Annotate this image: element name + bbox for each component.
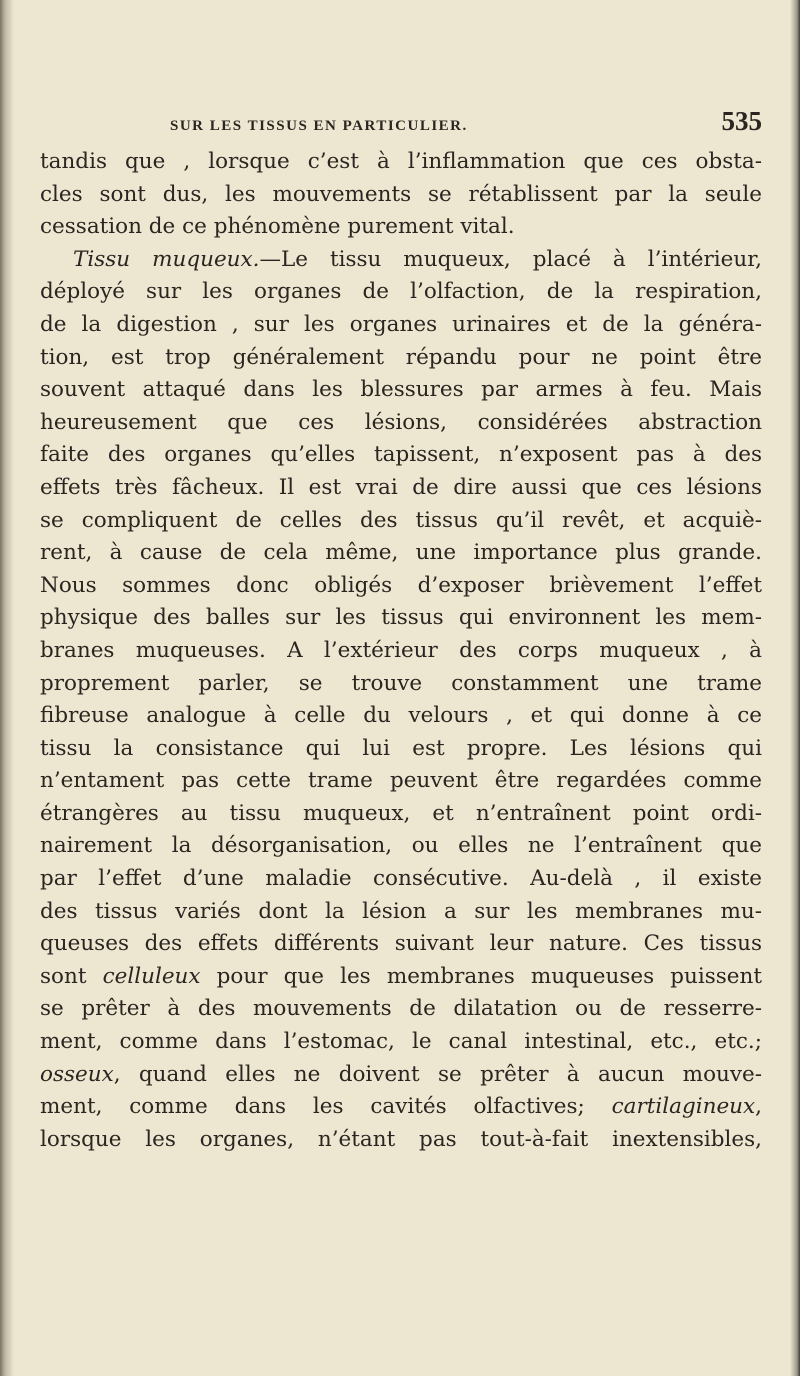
text-line: cles sont dus, les mouvements se rétablissent par la seule <box>40 181 762 207</box>
body-text <box>40 146 762 1156</box>
text-line: tion, est trop généralement répandu pour ne point être <box>40 344 762 370</box>
italic-term: celluleux <box>102 963 201 989</box>
running-title: SUR LES TISSUS EN PARTICULIER. <box>170 118 468 134</box>
binding-gutter <box>0 0 14 1376</box>
text-line: étrangères au tissu muqueux, et n’entraînent point ordi- <box>40 800 762 826</box>
text-line: par l’effet d’une maladie consécutive. Au-delà , il existe <box>40 866 762 892</box>
text-line: se prêter à des mouvements de dilatation ou de resserre- <box>40 996 762 1022</box>
text-line: lorsque les organes, n’étant pas tout-à-fait inextensibles, <box>40 1126 762 1152</box>
text-line: rent, à cause de cela même, une importance plus grande. <box>40 540 762 566</box>
text-line: tandis que , lorsque c’est à l’inflammation que ces obsta- <box>40 149 762 174</box>
text-line: faite des organes qu’elles tapissent, n’exposent pas à des <box>40 442 762 468</box>
text-line: queuses des effets différents suivant leur nature. Ces tissus <box>40 931 762 957</box>
text-line: des tissus variés dont la lésion a sur les membranes mu- <box>40 898 762 924</box>
text-line: déployé sur les organes de l’olfaction, de la respiration, <box>40 279 762 305</box>
text-line: se compliquent de celles des tissus qu’il revêt, et acquiè- <box>40 507 762 533</box>
text-line: branes muqueuses. A l’extérieur des corps muqueux , à <box>40 637 762 663</box>
text-line: ment, comme dans l’estomac, le canal intestinal, etc., etc.; <box>40 1029 762 1055</box>
text-line: souvent attaqué dans les blessures par armes à feu. Mais <box>40 377 762 403</box>
text-line: tissu la consistance qui lui est propre. Les lésions qui <box>40 735 762 761</box>
text-line: physique des balles sur les tissus qui environnent les mem- <box>40 605 762 631</box>
text-line: de la digestion , sur les organes urinaires et de la généra- <box>40 311 762 337</box>
running-head <box>40 100 762 146</box>
text-line: effets très fâcheux. Il est vrai de dire aussi que ces lésions <box>40 474 762 500</box>
text-line: heureusement que ces lésions, considérées abstraction <box>40 409 762 435</box>
book-page <box>40 100 762 1156</box>
text-line: osseux, quand elles ne doivent se prêter à aucun mouve- <box>40 1061 762 1087</box>
text-line: proprement parler, se trouve constamment une trame <box>40 670 762 696</box>
italic-term: cartilagineux <box>611 1094 756 1120</box>
text-line: Nous sommes donc obligés d’exposer brièvement l’effet <box>40 572 762 598</box>
page-edge <box>790 0 800 1376</box>
section-heading: Tissu muqueux. <box>73 246 260 272</box>
text-line: Tissu muqueux.—Le tissu muqueux, placé à l’intérieur, <box>73 246 762 272</box>
text-line: sont celluleux pour que les membranes muqueuses puissent <box>40 963 762 989</box>
page-number: 535 <box>721 106 762 136</box>
text-line: fibreuse analogue à celle du velours , et qui donne à ce <box>40 703 762 729</box>
text-line: ment, comme dans les cavités olfactives; cartilagineux, <box>40 1094 762 1120</box>
italic-term: osseux <box>40 1061 114 1087</box>
text-line: cessation de ce phénomène purement vital. <box>40 214 515 240</box>
text-line: n’entament pas cette trame peuvent être regardées comme <box>40 768 762 794</box>
text-line: nairement la désorganisation, ou elles ne l’entraînent que <box>40 833 762 859</box>
